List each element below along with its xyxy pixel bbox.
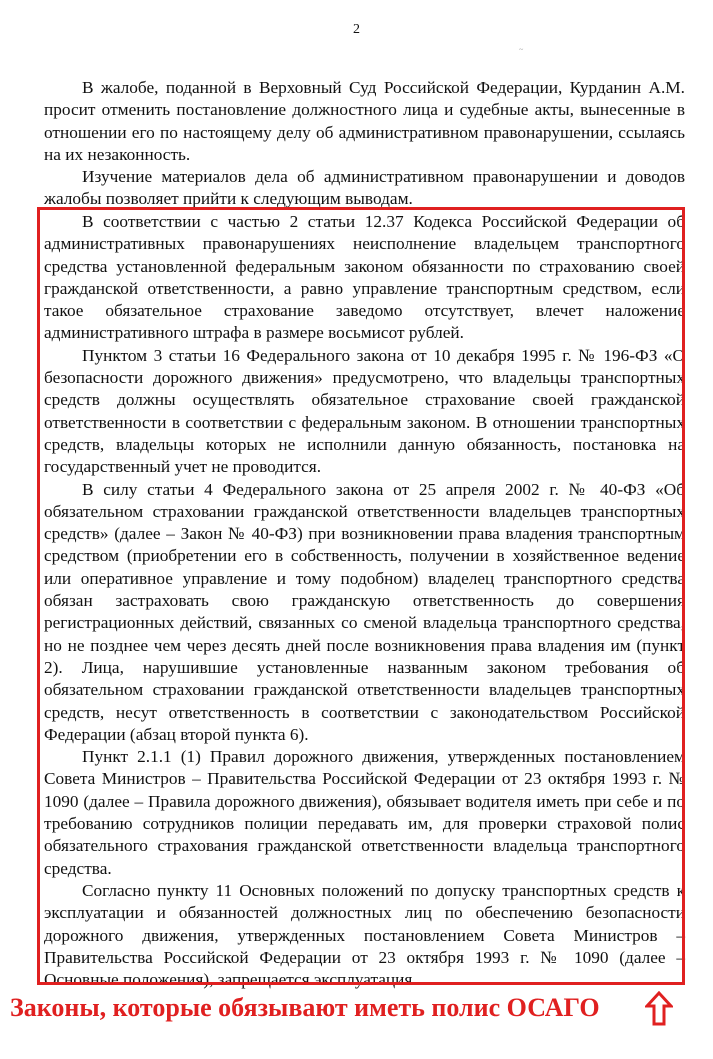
- paragraph: Пункт 2.1.1 (1) Правил дорожного движения, утвержденных постановлением Совета Министров – Правительства Российской Федерации от 23 октября 1993 г. № 1090 (далее – Правила дорожного движения), обязывает водителя иметь при себе и по требованию сотрудников полиции передавать им, для проверки страховой полис обязательного страхования гражданской ответственности владельца транспортного средства.: [44, 747, 685, 878]
- highlighted-text: [44, 211, 685, 991]
- paragraph: Пунктом 3 статьи 16 Федерального закона от 10 декабря 1995 г. № 196-ФЗ «О безопасности дорожного движения» предусмотрено, что владельцы транспортных средств должны осуществлять обязательное страхование своей гражданской ответственности в соответствии с федеральным законом. В отношении транспортных средств, владельцы которых не исполнили данную обязанность, постановка на государственный учет не проводится.: [44, 345, 685, 477]
- intro-text: [44, 77, 685, 211]
- paragraph: Изучение материалов дела об административном правонарушении и доводов жалобы позволяет прийти к следующим выводам.: [44, 167, 685, 209]
- paragraph: В силу статьи 4 Федерального закона от 25 апреля 2002 г. № 40-ФЗ «Об обязательном страховании гражданской ответственности владельцев транспортных средств» (далее – Закон № 40-ФЗ) при возникновении права владения транспортным средством (приобретении его в собственность, получении в хозяйственное ведение или оперативное управление и тому подобном) владелец транспортного средства обязан застраховать свою гражданскую ответственность до совершения регистрационных действий, связанных со сменой владельца транспортного средства, но не позднее чем через десять дней после возникновения права владения им (пункт 2). Лица, нарушившие установленные названным законом требования об обязательном страховании гражданской ответственности владельцев транспортных средств, несут ответственность в соответствии с законодательством Российской Федерации (абзац второй пункта 6).: [44, 479, 685, 744]
- paragraph: В жалобе, поданной в Верховный Суд Российской Федерации, Курданин А.М. просит отменить постановление должностного лица и судебные акты, вынесенные в отношении его по настоящему делу об административном правонарушении, ссылаясь на их незаконность.: [44, 78, 685, 164]
- annotation-caption: Законы, которые обязывают иметь полис ОСАГО: [10, 993, 600, 1022]
- up-arrow-icon: [645, 991, 673, 1032]
- paragraph: Согласно пункту 11 Основных положений по допуску транспортных средств к эксплуатации и обязанностей должностных лиц по обеспечению безопасности дорожного движения, утвержденных постановлением Совета Министров – Правительства Российской Федерации от 23 октября 1993 г. № 1090 (далее – Основные положения), запрещается эксплуатация: [44, 880, 685, 990]
- scan-speck: ~: [519, 45, 524, 54]
- page-number: 2: [353, 22, 360, 37]
- paragraph: В соответствии с частью 2 статьи 12.37 Кодекса Российской Федерации об административных правонарушениях неисполнение владельцем транспортного средства установленной федеральным законом обязанности по страхованию своей гражданской ответственности, а равно управление транспортным средством, если такое обязательное страхование заведомо отсутствует, влечет наложение административного штрафа в размере восьмисот рублей.: [44, 212, 685, 343]
